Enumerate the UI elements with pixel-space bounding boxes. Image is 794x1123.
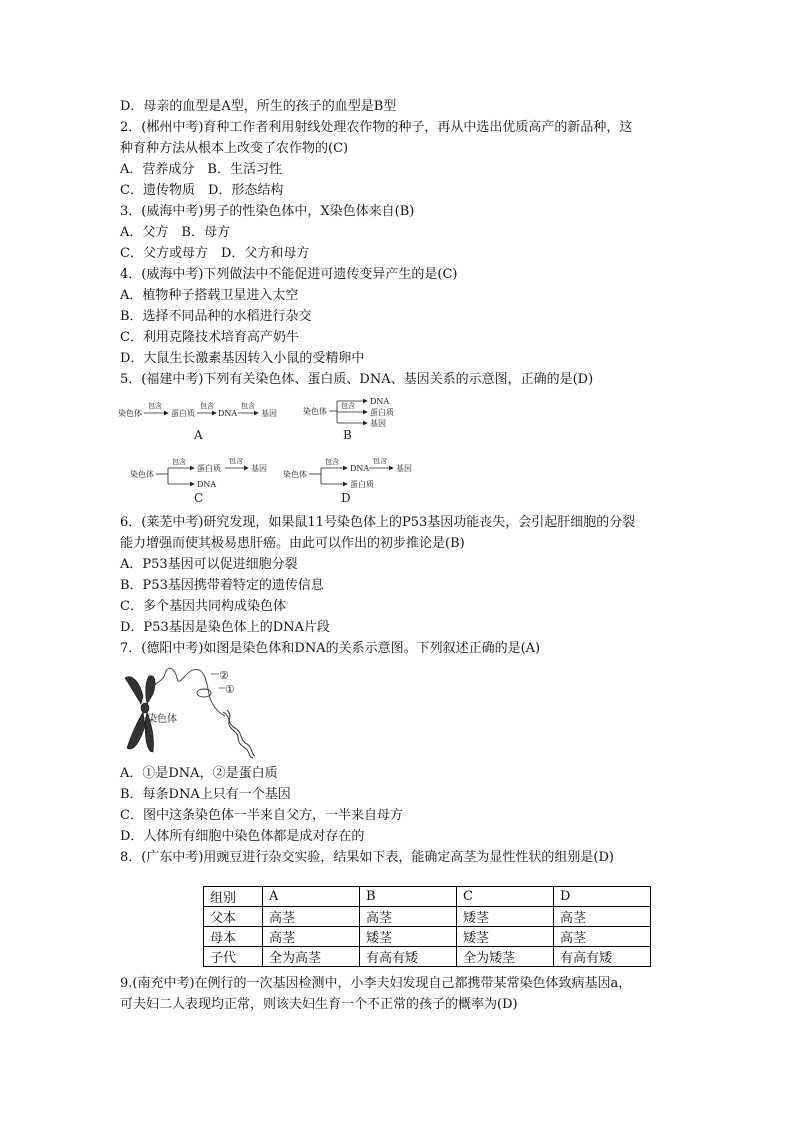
table-cell: 有高有矮	[360, 947, 457, 967]
text-line: A．①是DNA，②是蛋白质	[120, 766, 278, 781]
table-cell: D	[554, 887, 651, 907]
table-cell: 矮茎	[457, 927, 554, 947]
text-line: C．遗传物质 D．形态结构	[120, 183, 284, 198]
c-label: C	[194, 491, 204, 505]
text-line: D．P53基因是染色体上的DNA片段	[120, 620, 330, 635]
table-row	[204, 927, 651, 947]
b-contain: 包含	[341, 402, 355, 410]
table-cell: 全为矮茎	[457, 947, 554, 967]
table-cell: 组别	[204, 887, 263, 907]
text-line: A．父方 B．母方	[120, 225, 230, 240]
d-contain-2: 包含	[373, 458, 387, 465]
table-row	[204, 947, 651, 967]
text-line: B．每条DNA上只有一个基因	[120, 787, 291, 802]
text-line: D．母亲的血型是A型，所生的孩子的血型是B型	[120, 99, 397, 114]
b-gene: 基因	[370, 419, 386, 428]
double-helix	[223, 712, 255, 756]
c-protein: 蛋白质	[197, 464, 221, 473]
chromosome-label: 染色体	[147, 714, 177, 725]
c-chromosome: 染色体	[130, 470, 154, 479]
mark-2: ②	[219, 669, 229, 682]
table-cell: A	[263, 887, 360, 907]
table-cell: 有高有矮	[554, 947, 651, 967]
table-cell: 矮茎	[457, 907, 554, 927]
table-cell: 高茎	[554, 927, 651, 947]
text-line: A．P53基因可以促进细胞分裂	[120, 557, 298, 572]
table-cell: 高茎	[263, 907, 360, 927]
text-line: 5．(福建中考)下列有关染色体、蛋白质、DNA、基因关系的示意图，正确的是(D)	[120, 372, 594, 387]
a-contain-3: 包含	[241, 402, 255, 410]
text-line: 9.(南充中考)在例行的一次基因检测中，小李夫妇发现自己都携带某常染色体致病基因a，	[120, 976, 632, 991]
text-line: C．多个基因共同构成染色体	[120, 599, 286, 614]
a-contain-2: 包含	[200, 402, 214, 410]
table-cell: 高茎	[360, 907, 457, 927]
text-line: D．大鼠生长激素基因转入小鼠的受精卵中	[120, 351, 365, 366]
a-chromosome: 染色体	[118, 409, 142, 418]
table-cell: 子代	[204, 947, 263, 967]
mark-1: ①	[225, 683, 235, 696]
c-dna: DNA	[197, 480, 217, 489]
a-contain-1: 包含	[148, 402, 162, 410]
d-contain-1: 包含	[325, 458, 339, 466]
table-cell: 父本	[204, 907, 263, 927]
text-line: C．父方或母方 D．父方和母方	[120, 246, 310, 261]
d-label: D	[341, 491, 351, 505]
q5-diagram-b	[303, 395, 423, 445]
table-cell: 母本	[204, 927, 263, 947]
d-chromosome: 染色体	[283, 470, 307, 479]
text-line: 7．(德阳中考)如图是染色体和DNA的关系示意图。下列叙述正确的是(A)	[120, 641, 541, 656]
d-protein: 蛋白质	[350, 480, 374, 489]
b-protein: 蛋白质	[370, 408, 394, 417]
q7-chromosome-figure	[115, 660, 265, 760]
text-line: 3．(威海中考)男子的性染色体中，X染色体来自(B)	[120, 204, 415, 219]
text-line: 能力增强而使其极易患肝癌。由此可以作出的初步推论是(B)	[120, 536, 465, 551]
c-contain-1: 包含	[172, 458, 186, 466]
table-cell: 矮茎	[360, 927, 457, 947]
q5-diagram-a	[118, 398, 288, 444]
table-cell: 高茎	[554, 907, 651, 927]
a-dna: DNA	[218, 409, 238, 418]
c-gene: 基因	[251, 464, 267, 473]
a-gene: 基因	[261, 409, 277, 418]
text-line: A．营养成分 B．生活习性	[120, 162, 282, 177]
text-line: B．P53基因携带着特定的遗传信息	[120, 578, 324, 593]
q5-diagram-d	[283, 458, 433, 506]
table-cell: B	[360, 887, 457, 907]
c-contain-2: 包含	[229, 458, 243, 465]
text-line: C．图中这条染色体一半来自父方，一半来自母方	[120, 808, 403, 823]
text-line: 种育种方法从根本上改变了农作物的(C)	[120, 141, 349, 156]
dna-strand-line	[151, 668, 225, 716]
a-protein: 蛋白质	[171, 409, 195, 418]
text-line: B．选择不同品种的水稻进行杂交	[120, 309, 312, 324]
q8-results-table	[203, 886, 651, 967]
text-line: 2．(郴州中考)育种工作者利用射线处理农作物的种子，再从中选出优质高产的新品种，这	[120, 120, 633, 135]
table-cell: 高茎	[263, 927, 360, 947]
table-header-row	[204, 887, 651, 907]
text-line: 可夫妇二人表现均正常，则该夫妇生育一个不正常的孩子的概率为(D)	[120, 997, 518, 1012]
text-line: 4．(威海中考)下列做法中不能促进可遗传变异产生的是(C)	[120, 267, 458, 282]
text-line: 8．(广东中考)用豌豆进行杂交实验，结果如下表，能确定高茎为显性性状的组别是(D)	[120, 850, 614, 865]
text-line: A．植物种子搭载卫星进入太空	[120, 288, 299, 303]
b-dna: DNA	[370, 397, 390, 406]
d-gene: 基因	[396, 464, 412, 473]
table-cell: C	[457, 887, 554, 907]
b-label: B	[343, 428, 352, 442]
d-dna: DNA	[350, 464, 370, 473]
table-cell: 全为高茎	[263, 947, 360, 967]
b-chromosome: 染色体	[303, 407, 327, 416]
text-line: C．利用克隆技术培育高产奶牛	[120, 330, 299, 345]
q5-diagram-c	[130, 458, 280, 506]
text-line: 6．(莱芜中考)研究发现，如果鼠11号染色体上的P53基因功能丧失，会引起肝细胞的分裂	[120, 515, 636, 530]
text-line: D．人体所有细胞中染色体都是成对存在的	[120, 829, 365, 844]
a-label: A	[194, 428, 203, 442]
table-row	[204, 907, 651, 927]
